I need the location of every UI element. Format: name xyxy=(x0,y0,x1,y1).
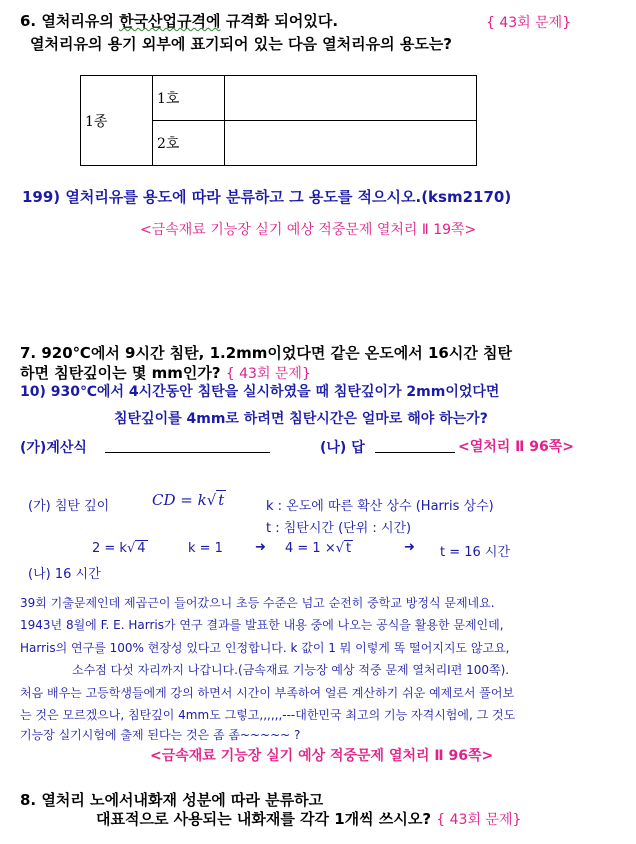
q8-line2-text: 대표적으로 사용되는 내화재를 각각 1개씩 쓰시오? xyxy=(96,810,432,828)
q10-line2: 침탄깊이를 4mm로 하려면 침탄시간은 얼마로 해야 하는가? xyxy=(114,411,488,427)
note-line6: 는 것은 모르겠으나, 침탄깊이 4mm도 그렇고,,,,,,---대한민국 최고의 기능 자격시험에, 그 것도 xyxy=(20,708,516,722)
note-line4: 소수점 다섯 자리까지 나갑니다.(금속재료 기능장 예상 적중 문제 열처리Ⅰ편 100쪽). xyxy=(72,663,510,677)
calc-blank[interactable] xyxy=(105,452,270,453)
calc-label: (가)계산식 xyxy=(20,440,87,456)
q6-text-b: 한국산업규격에 xyxy=(119,12,221,30)
q7-line2 xyxy=(20,362,311,383)
q6-line1 xyxy=(20,10,338,31)
q6-row1-answer xyxy=(225,76,477,121)
step1-radicand: 4 xyxy=(137,541,146,556)
solution-a-label: (가) 침탄 깊이 xyxy=(28,499,110,514)
q199-text: 199) 열처리유를 용도에 따라 분류하고 그 용도를 적으시오.(ksm2170) xyxy=(22,188,512,206)
answer-blank[interactable] xyxy=(375,452,455,453)
q8-line2 xyxy=(96,808,521,829)
note-line2: 1943년 8월에 F. E. Harris가 연구 결과를 발표한 내용 중에 나오는 공식을 활용한 문제인데, xyxy=(20,618,504,632)
t-description: t : 침탄시간 (단위 : 시간) xyxy=(266,521,412,536)
formula-lhs: CD = k xyxy=(152,491,207,509)
note-line1: 39회 기출문제인데 제곱근이 들어갔으니 초등 수준은 넘고 순전히 중학교 방정식 문제네요. xyxy=(20,596,495,610)
q6-row1-label: 1호 xyxy=(153,76,225,121)
k-description: k : 온도에 따른 확산 상수 (Harris 상수) xyxy=(266,499,494,514)
solution-formula: CD = k√ t xyxy=(152,491,225,509)
note-line7: 기능장 실기시험에 출제 된다는 것은 좀 좀~~~~~ ? xyxy=(20,728,301,742)
q7-line1: 7. 920℃에서 9시간 침탄, 1.2mm이었다면 같은 온도에서 16시간 침탄 xyxy=(20,344,513,362)
note-line5: 처음 배우는 고등학생들에게 강의 하면서 시간이 부족하여 얼른 계산하기 쉬운 예제로서 풀어보 xyxy=(20,686,515,700)
q10-line1: 10) 930℃에서 4시간동안 침탄을 실시하였을 때 침탄깊이가 2mm이었다면 xyxy=(20,384,500,400)
solution-b-label: (나) 16 시간 xyxy=(28,567,101,582)
q6-text-a: 열처리유의 xyxy=(41,12,114,30)
q6-grade-cell: 1종 xyxy=(81,76,153,166)
q6-row2-label: 2호 xyxy=(153,121,225,166)
q199-source: <금속재료 기능장 실기 예상 적중문제 열처리 Ⅱ 19쪽> xyxy=(140,222,477,238)
q8-line1: 8. 열처리 노에서내화재 성분에 따라 분류하고 xyxy=(20,791,324,809)
q8-exam-ref: { 43회 문제} xyxy=(436,812,522,828)
answer-label: (나) 답 xyxy=(320,440,365,456)
step3-radicand: t xyxy=(346,541,352,556)
step1: 2 = k√ 4 xyxy=(92,541,146,556)
q6-row2-answer xyxy=(225,121,477,166)
q6-number: 6. xyxy=(20,12,37,30)
formula-radicand: t xyxy=(218,491,225,509)
step2: k = 1 xyxy=(188,541,223,556)
step3-text: 4 = 1 × xyxy=(285,541,336,556)
source-note: <금속재료 기능장 실기 예상 적중문제 열처리 Ⅱ 96쪽> xyxy=(150,748,494,764)
step3: 4 = 1 ×√ t xyxy=(285,541,352,556)
q6-exam-ref: { 43회 문제} xyxy=(486,15,572,31)
arrow-icon: ➜ xyxy=(255,540,266,555)
q6-table xyxy=(80,75,477,166)
q7-line2-text: 하면 침탄깊이는 몇 mm인가? xyxy=(20,364,221,382)
step4: t = 16 시간 xyxy=(440,545,511,560)
q6-line2: 열처리유의 용기 외부에 표기되어 있는 다음 열처리유의 용도는? xyxy=(30,35,452,53)
arrow-icon: ➜ xyxy=(404,540,415,555)
note-line3: Harris의 연구를 100% 현장성 있다고 인정합니다. k 값이 1 뭐 이렇게 똑 떨어지지도 않고요, xyxy=(20,641,510,655)
q6-text-c: 규격화 되어있다. xyxy=(225,12,339,30)
q7-source: <열처리 Ⅱ 96쪽> xyxy=(458,439,575,455)
step1-text: 2 = k xyxy=(92,541,127,556)
q7-exam-ref: { 43회 문제} xyxy=(225,366,311,382)
